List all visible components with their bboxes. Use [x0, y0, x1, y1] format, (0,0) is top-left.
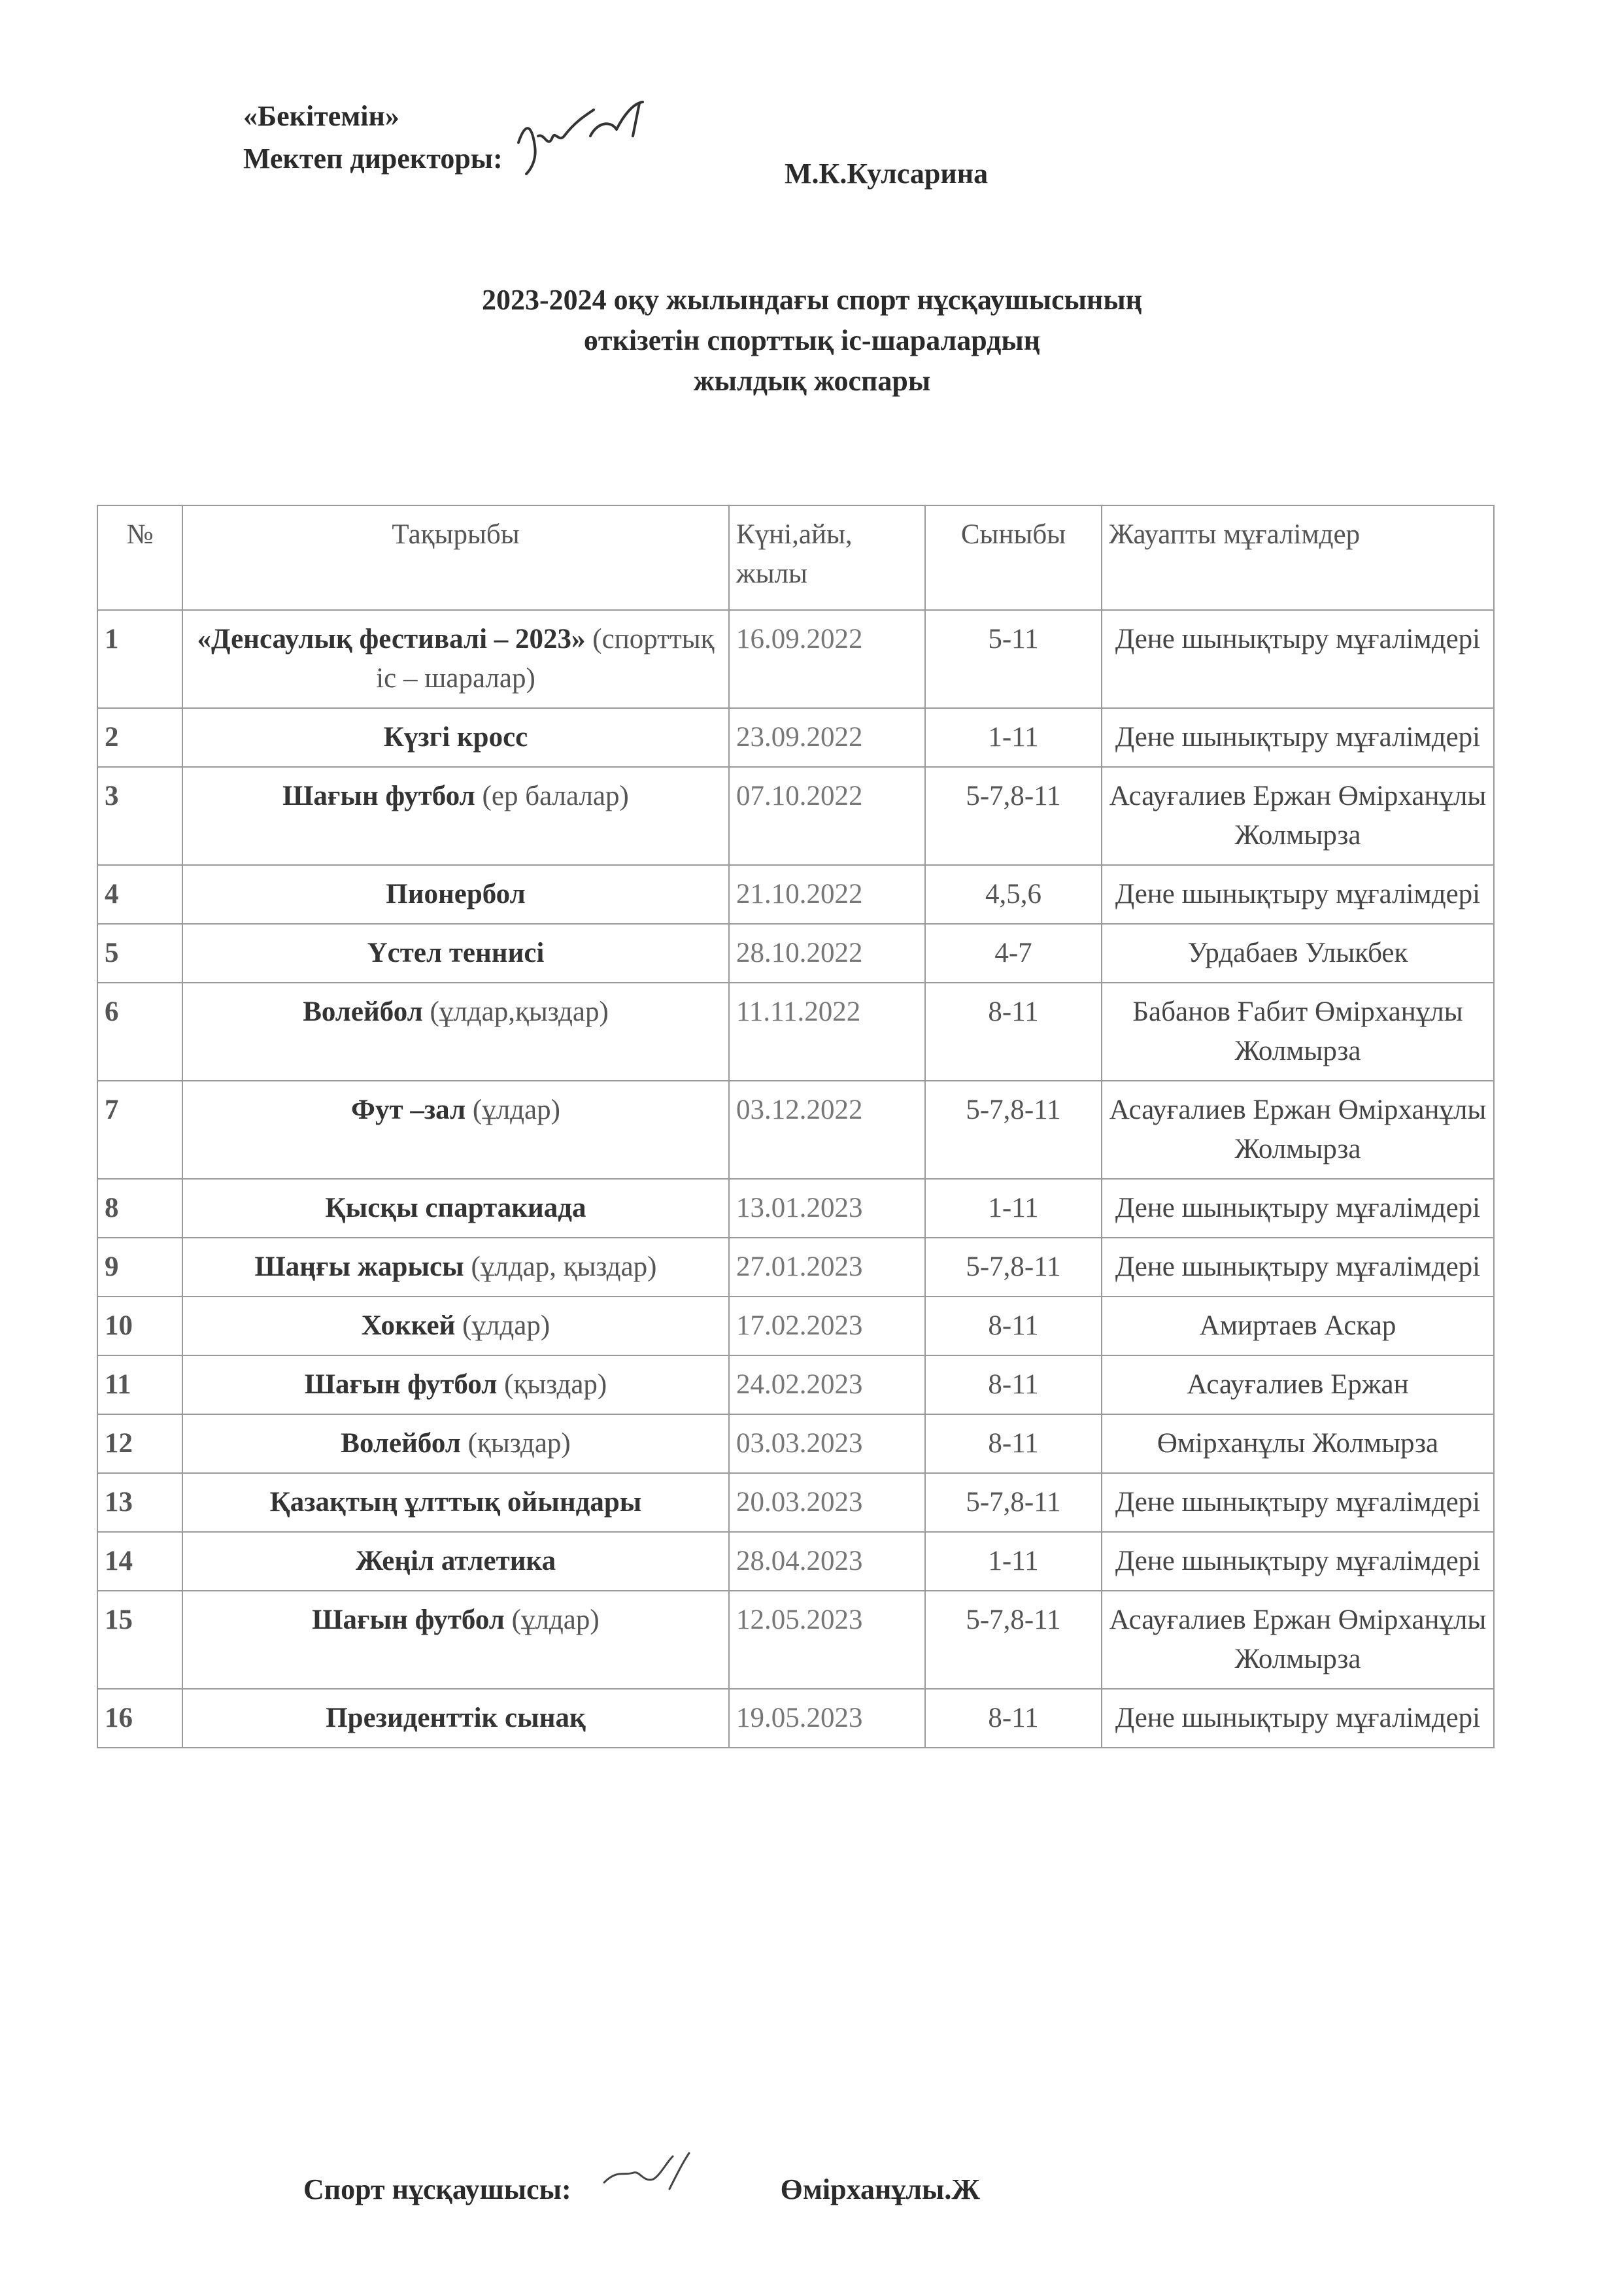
row-topic	[182, 708, 729, 767]
row-responsible: Дене шынықтыру мұғалімдері	[1102, 1689, 1494, 1748]
topic-note: (ұлдар,қыздар)	[430, 996, 609, 1027]
table-row	[97, 1591, 1494, 1689]
table-row	[97, 1355, 1494, 1414]
topic-note: (ұлдар)	[462, 1310, 550, 1341]
title-line-1: 2023-2024 оқу жылындағы спорт нұсқаушысының	[481, 284, 1143, 316]
row-responsible: Дене шынықтыру мұғалімдері	[1102, 1532, 1494, 1591]
row-date: 11.11.2022	[729, 983, 925, 1081]
header-num: №	[97, 505, 182, 610]
row-date: 12.05.2023	[729, 1591, 925, 1689]
row-topic	[182, 1355, 729, 1414]
topic-title: Шағын футбол	[312, 1605, 505, 1635]
director-label: Мектеп директоры:	[243, 143, 503, 175]
topic-title: Шағын футбол	[282, 781, 475, 811]
row-topic	[182, 1532, 729, 1591]
row-class: 8-11	[925, 1297, 1102, 1355]
row-date: 03.12.2022	[729, 1081, 925, 1179]
row-num: 9	[97, 1238, 182, 1297]
table-row	[97, 1414, 1494, 1473]
table-row	[97, 767, 1494, 865]
row-class: 5-7,8-11	[925, 1081, 1102, 1179]
topic-title: Күзгі кросс	[383, 722, 528, 753]
row-responsible: Дене шынықтыру мұғалімдері	[1102, 865, 1494, 924]
topic-title: Қысқы спартакиада	[325, 1193, 586, 1223]
row-date: 19.05.2023	[729, 1689, 925, 1748]
row-class: 5-7,8-11	[925, 1591, 1102, 1689]
row-num: 3	[97, 767, 182, 865]
topic-note: (қыздар)	[504, 1369, 607, 1400]
row-date: 24.02.2023	[729, 1355, 925, 1414]
row-topic	[182, 924, 729, 983]
director-name: М.К.Кулсарина	[785, 158, 989, 190]
row-class: 5-7,8-11	[925, 767, 1102, 865]
row-class: 5-7,8-11	[925, 1473, 1102, 1532]
table-row	[97, 1179, 1494, 1238]
row-num: 2	[97, 708, 182, 767]
row-num: 5	[97, 924, 182, 983]
row-topic	[182, 1081, 729, 1179]
row-class: 4-7	[925, 924, 1102, 983]
row-topic	[182, 1473, 729, 1532]
row-num: 13	[97, 1473, 182, 1532]
table-row	[97, 708, 1494, 767]
row-topic	[182, 983, 729, 1081]
topic-title: Фут –зал	[351, 1095, 466, 1125]
row-responsible: Асауғалиев Ержан Өмірханұлы Жолмырза	[1102, 1081, 1494, 1179]
table-row	[97, 1532, 1494, 1591]
table-header-row	[97, 505, 1494, 610]
row-responsible: Асауғалиев Ержан Өмірханұлы Жолмырза	[1102, 1591, 1494, 1689]
row-num: 1	[97, 610, 182, 708]
row-topic	[182, 1297, 729, 1355]
row-num: 11	[97, 1355, 182, 1414]
row-date: 17.02.2023	[729, 1297, 925, 1355]
row-responsible: Бабанов Ғабит Өмірханұлы Жолмырза	[1102, 983, 1494, 1081]
topic-note: (қыздар)	[467, 1428, 571, 1459]
table-row	[97, 983, 1494, 1081]
document-title	[0, 280, 1624, 401]
topic-note: (ұлдар, қыздар)	[471, 1251, 657, 1282]
row-class: 8-11	[925, 1689, 1102, 1748]
row-class: 8-11	[925, 1355, 1102, 1414]
row-topic	[182, 1238, 729, 1297]
row-responsible: Амиртаев Аскар	[1102, 1297, 1494, 1355]
row-date: 21.10.2022	[729, 865, 925, 924]
row-responsible: Өмірханұлы Жолмырза	[1102, 1414, 1494, 1473]
director-signature-icon	[512, 97, 662, 182]
row-topic	[182, 1179, 729, 1238]
table-row	[97, 610, 1494, 708]
row-topic	[182, 1689, 729, 1748]
title-line-3: жылдық жоспары	[693, 365, 931, 397]
table-row	[97, 924, 1494, 983]
topic-note: (ер балалар)	[482, 781, 629, 811]
header-class: Сыныбы	[925, 505, 1102, 610]
topic-title: Президенттік сынақ	[326, 1703, 586, 1733]
director-row	[243, 136, 662, 182]
row-class: 5-11	[925, 610, 1102, 708]
row-class: 8-11	[925, 1414, 1102, 1473]
row-date: 16.09.2022	[729, 610, 925, 708]
topic-note: (ұлдар)	[511, 1605, 600, 1635]
row-num: 8	[97, 1179, 182, 1238]
row-date: 28.10.2022	[729, 924, 925, 983]
approval-block	[243, 97, 989, 190]
row-class: 5-7,8-11	[925, 1238, 1102, 1297]
row-class: 1-11	[925, 1532, 1102, 1591]
topic-title: Жеңіл атлетика	[355, 1546, 556, 1576]
row-topic	[182, 767, 729, 865]
title-line-2: өткізетін спорттық іс-шаралардың	[583, 324, 1041, 356]
row-num: 6	[97, 983, 182, 1081]
topic-title: Волейбол	[303, 996, 423, 1027]
row-responsible: Урдабаев Улыкбек	[1102, 924, 1494, 983]
row-responsible: Дене шынықтыру мұғалімдері	[1102, 1179, 1494, 1238]
topic-note: (спорттық іс – шаралар)	[376, 624, 715, 694]
row-date: 07.10.2022	[729, 767, 925, 865]
row-class: 1-11	[925, 708, 1102, 767]
row-topic	[182, 1414, 729, 1473]
row-responsible: Дене шынықтыру мұғалімдері	[1102, 610, 1494, 708]
table-row	[97, 1473, 1494, 1532]
topic-title: Хоккей	[361, 1310, 456, 1341]
header-responsible: Жауапты мұғалімдер	[1102, 505, 1494, 610]
approve-label: «Бекітемін»	[243, 100, 399, 132]
table-row	[97, 1689, 1494, 1748]
header-topic: Тақырыбы	[182, 505, 729, 610]
row-class: 8-11	[925, 983, 1102, 1081]
table-body	[97, 610, 1494, 1748]
topic-title: Пионербол	[386, 879, 526, 909]
instructor-label: Спорт нұсқаушысы:	[303, 2173, 571, 2205]
row-topic	[182, 865, 729, 924]
row-num: 14	[97, 1532, 182, 1591]
row-date: 03.03.2023	[729, 1414, 925, 1473]
row-date: 28.04.2023	[729, 1532, 925, 1591]
row-num: 7	[97, 1081, 182, 1179]
row-responsible: Дене шынықтыру мұғалімдері	[1102, 708, 1494, 767]
row-responsible: Дене шынықтыру мұғалімдері	[1102, 1473, 1494, 1532]
row-date: 23.09.2022	[729, 708, 925, 767]
table-row	[97, 1238, 1494, 1297]
topic-title: Қазақтың ұлттық ойындары	[269, 1487, 642, 1518]
row-responsible: Асауғалиев Ержан	[1102, 1355, 1494, 1414]
table-row	[97, 865, 1494, 924]
instructor-signature-icon	[598, 2143, 702, 2209]
row-num: 12	[97, 1414, 182, 1473]
row-topic	[182, 1591, 729, 1689]
row-topic	[182, 610, 729, 708]
header-date: Күні,айы, жылы	[729, 505, 925, 610]
row-responsible: Асауғалиев Ержан Өмірханұлы Жолмырза	[1102, 767, 1494, 865]
row-date: 20.03.2023	[729, 1473, 925, 1532]
topic-title: Волейбол	[341, 1428, 461, 1459]
topic-note: (ұлдар)	[472, 1095, 560, 1125]
row-date: 13.01.2023	[729, 1179, 925, 1238]
instructor-name: Өмірханұлы.Ж	[780, 2173, 980, 2205]
table-row	[97, 1297, 1494, 1355]
topic-title: Шағын футбол	[304, 1369, 498, 1400]
events-table	[97, 505, 1495, 1748]
row-num: 10	[97, 1297, 182, 1355]
footer-signature	[303, 2169, 980, 2209]
row-responsible: Дене шынықтыру мұғалімдері	[1102, 1238, 1494, 1297]
row-num: 15	[97, 1591, 182, 1689]
row-date: 27.01.2023	[729, 1238, 925, 1297]
topic-title: «Денсаулық фестивалі – 2023»	[197, 624, 586, 654]
topic-title: Шаңғы жарысы	[254, 1251, 464, 1282]
row-num: 4	[97, 865, 182, 924]
table-row	[97, 1081, 1494, 1179]
row-num: 16	[97, 1689, 182, 1748]
row-class: 1-11	[925, 1179, 1102, 1238]
row-class: 4,5,6	[925, 865, 1102, 924]
topic-title: Үстел теннисі	[367, 938, 545, 968]
